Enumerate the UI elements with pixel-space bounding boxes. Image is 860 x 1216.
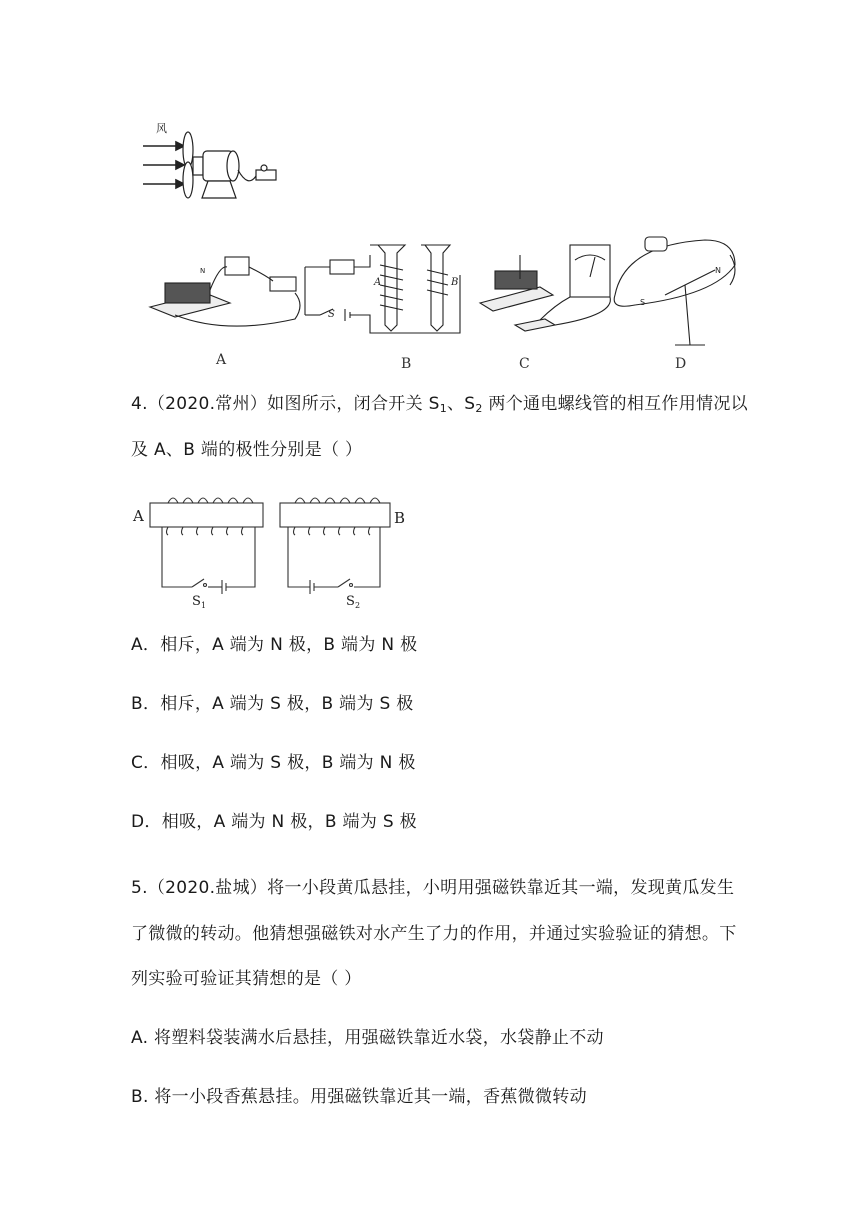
fig-label-a: A <box>216 352 227 368</box>
switch-s2-label: S <box>346 594 355 609</box>
fig-b-switch-label: S <box>328 309 335 320</box>
svg-text:N: N <box>200 267 206 275</box>
q4-option-a: A．相斥，A 端为 N 极，B 端为 N 极 <box>131 635 418 655</box>
fig-d-s-label: S <box>640 298 646 307</box>
wind-generator-drawing <box>138 118 288 208</box>
fig-b-nail-a-label: A <box>374 277 382 288</box>
options-figure-drawing <box>145 215 745 380</box>
solenoid-a-label: A <box>133 507 144 525</box>
fig-label-c: C <box>519 356 530 372</box>
q4-sep: 、S <box>447 394 476 414</box>
q4-option-b: B．相斥，A 端为 S 极，B 端为 S 极 <box>131 694 414 714</box>
switch-s1-label: S <box>192 594 201 609</box>
solenoid-b-label: B <box>394 509 406 527</box>
q4-stem-line2: 及 A、B 端的极性分别是（ ） <box>131 440 363 460</box>
fig-b-nail-b-label: B <box>451 277 459 288</box>
solenoid-figure <box>130 495 420 610</box>
fig-label-b: B <box>401 356 412 372</box>
q5-option-b: B. 将一小段香蕉悬挂。用强磁铁靠近其一端，香蕉微微转动 <box>131 1087 587 1107</box>
fig-d-n-label: N <box>715 266 721 275</box>
q4-option-d: D．相吸，A 端为 N 极，B 端为 S 极 <box>131 812 417 832</box>
switch-s2-sub: 2 <box>355 601 361 610</box>
options-figure-row <box>145 215 745 380</box>
q4-s2-sub: 2 <box>475 402 483 415</box>
q4-suffix: 两个通电螺线管的相互作用情况以 <box>482 394 748 414</box>
q4-s1-sub: 1 <box>439 402 447 415</box>
q5-stem-line1: 5.（2020.盐城）将一小段黄瓜悬挂，小明用强磁铁靠近其一端，发现黄瓜发生 <box>131 878 735 898</box>
q4-prefix: 4.（2020.常州）如图所示，闭合开关 S <box>131 394 440 414</box>
fig-label-d: D <box>675 356 687 372</box>
switch-s1-sub: 1 <box>201 601 207 610</box>
q5-stem-line2: 了微微的转动。他猜想强磁铁对水产生了力的作用，并通过实验验证的猜想。下 <box>131 924 737 944</box>
wind-label: 风 <box>156 122 167 135</box>
wind-generator-figure <box>138 118 288 208</box>
q5-stem-line3: 列实验可验证其猜想的是（ ） <box>131 969 362 989</box>
solenoid-drawing <box>130 495 420 610</box>
q5-option-a: A. 将塑料袋装满水后悬挂，用强磁铁靠近水袋，水袋静止不动 <box>131 1028 604 1048</box>
q4-option-c: C．相吸，A 端为 S 极，B 端为 N 极 <box>131 753 416 773</box>
q4-stem-line1 <box>131 392 748 416</box>
